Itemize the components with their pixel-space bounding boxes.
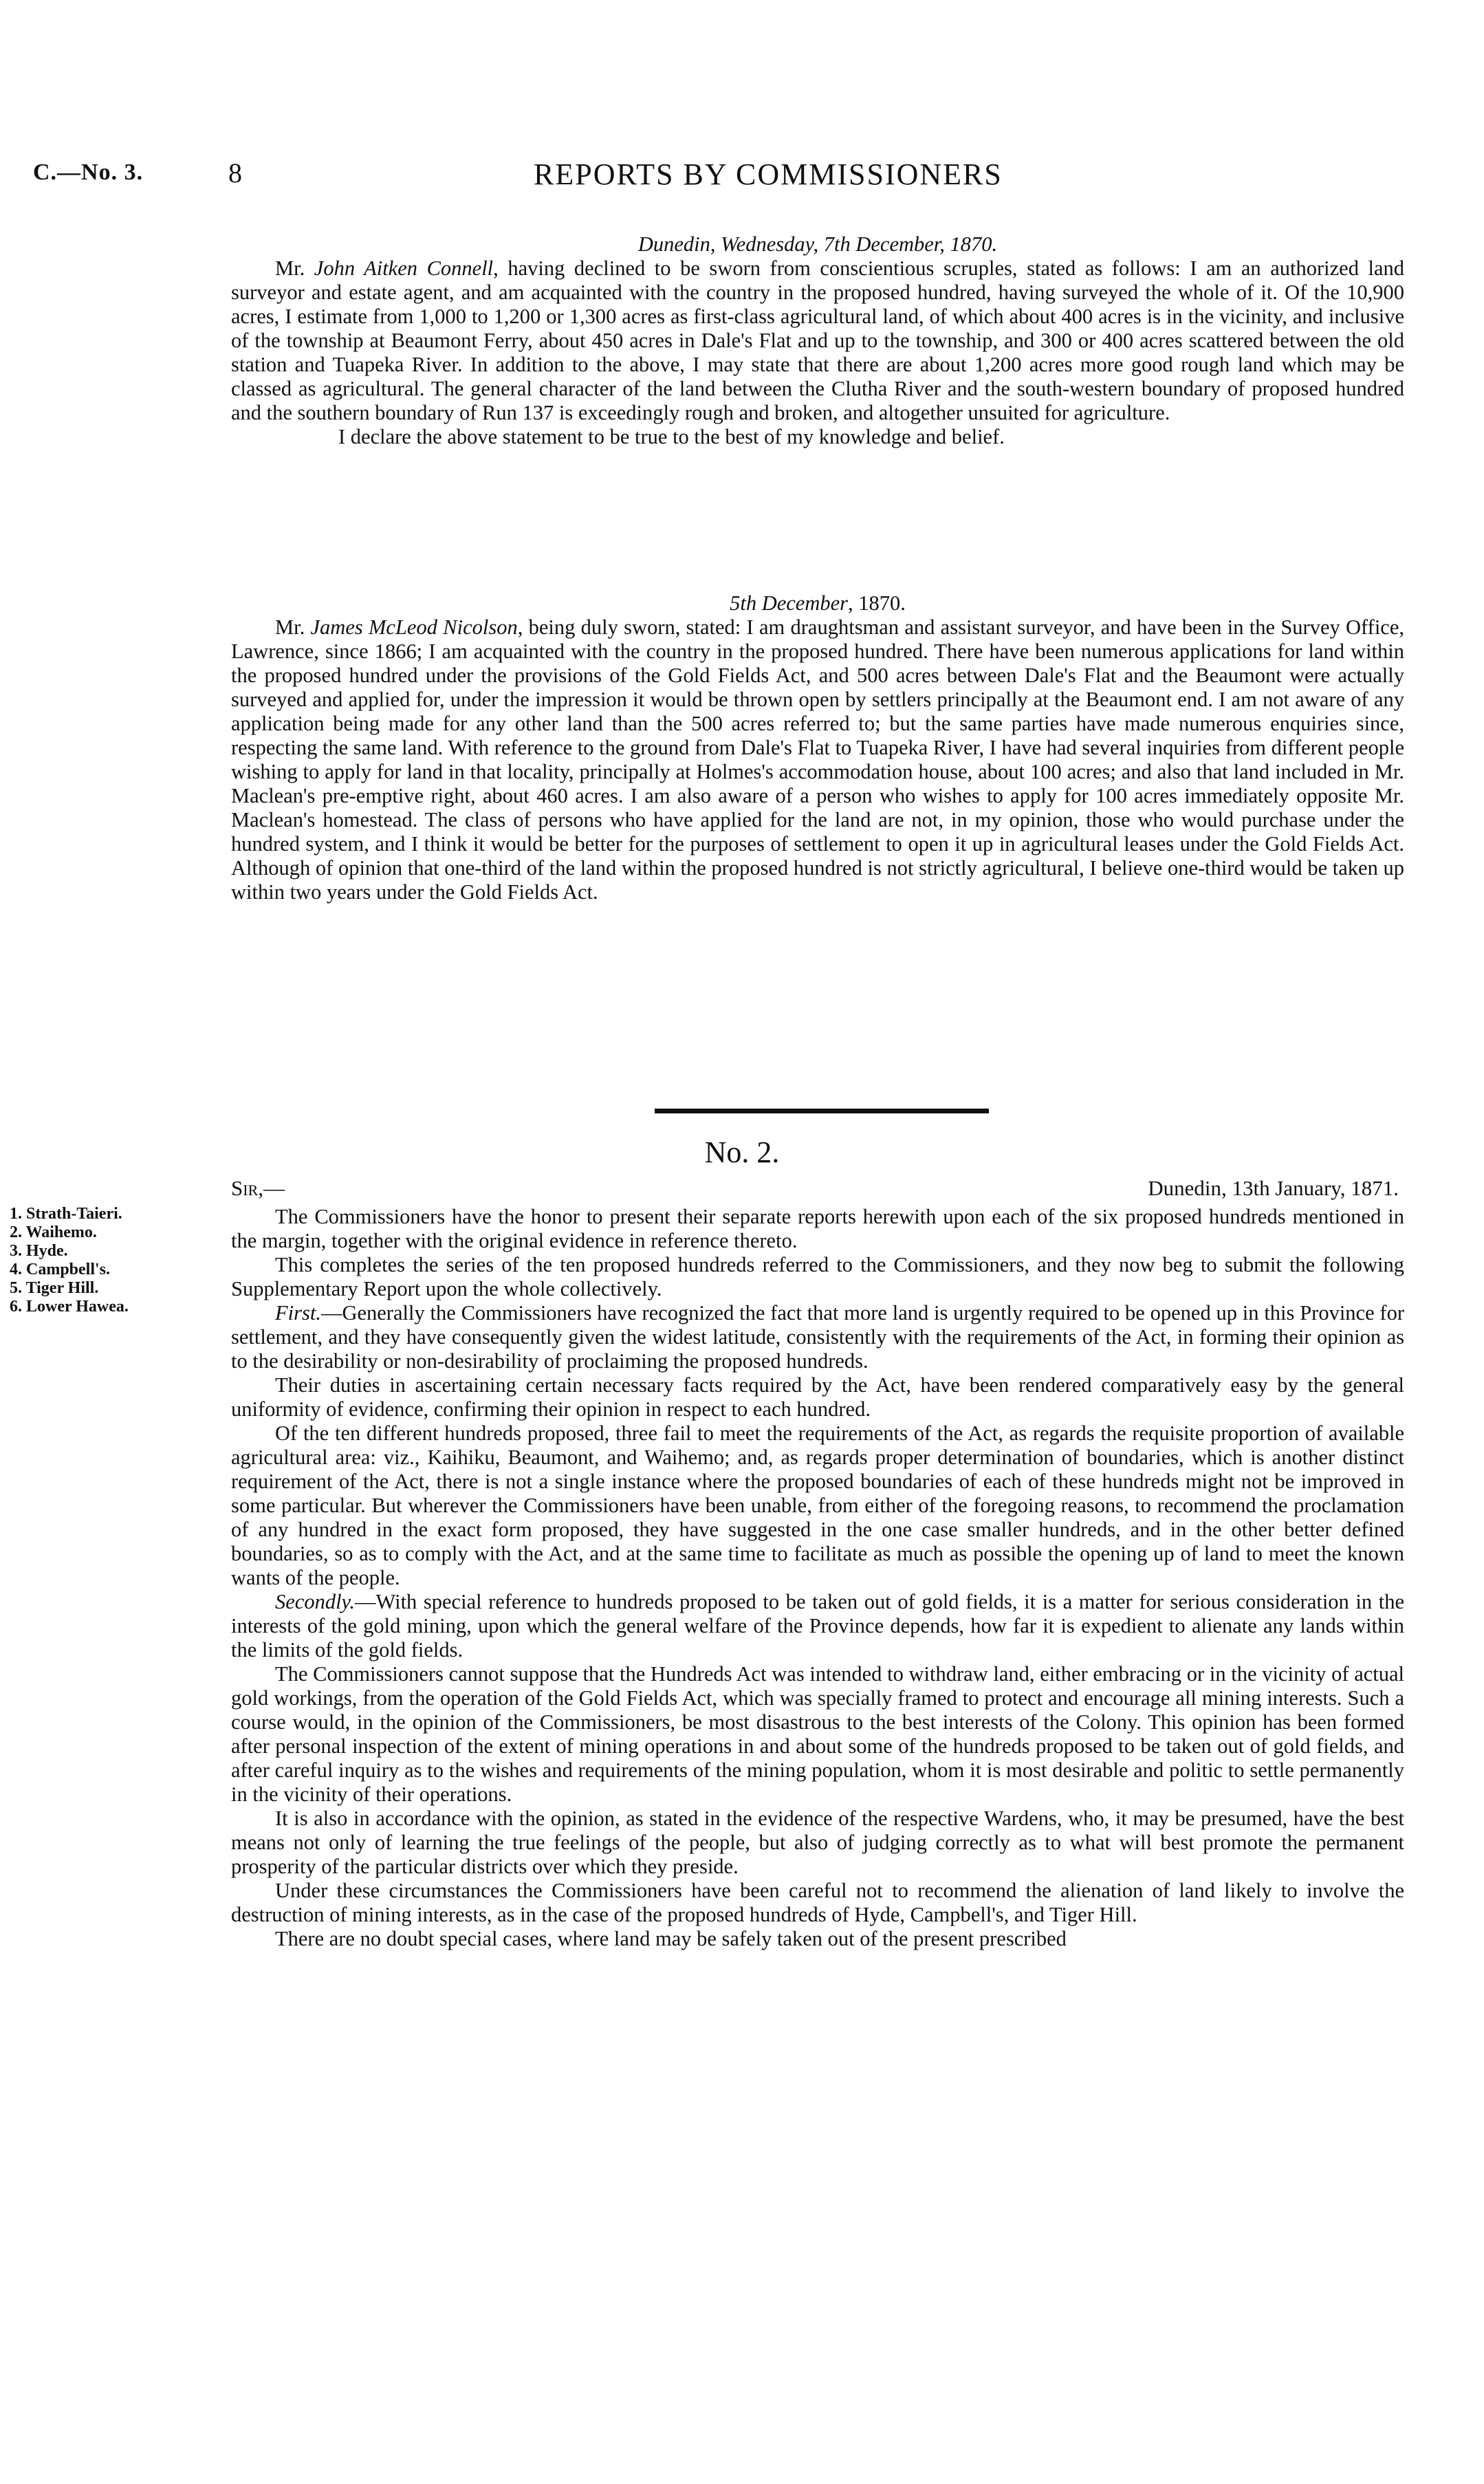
margin-item: 1. Strath-Taieri.: [10, 1205, 122, 1223]
dateline-5th-december: [231, 591, 1404, 615]
testimony-nicolson: [231, 591, 1404, 904]
paragraph-text: —With special reference to hundreds proposed to be taken out of gold fields, it is a matter for serious consideration in the interests of the gold mining, upon which the general welfare of the Province depends, how far it is expedient to alienate any lands within the limits of the gold fields.: [231, 1590, 1404, 1662]
dateline-plain: , 1870.: [848, 591, 906, 615]
margin-item: 5. Tiger Hill.: [10, 1279, 99, 1297]
declaration: I declare the above statement to be true to the best of my knowledge and belief.: [338, 425, 1005, 448]
document-code: C.—No. 3.: [33, 160, 144, 185]
section-divider: [655, 1109, 989, 1113]
salutation: Sir,—: [231, 1176, 285, 1200]
margin-item: 3. Hyde.: [10, 1242, 68, 1260]
dateline-italic: 5th December: [730, 591, 849, 615]
margin-item: 4. Campbell's.: [10, 1261, 111, 1278]
dateline-7th-december: Dunedin, Wednesday, 7th December, 1870.: [637, 232, 998, 256]
paragraph-label: Secondly.: [275, 1590, 356, 1613]
section-heading-no2: No. 2.: [704, 1135, 780, 1169]
letter-date: Dunedin, 13th January, 1871.: [1148, 1176, 1399, 1200]
margin-item: 6. Lower Hawea.: [10, 1298, 129, 1316]
margin-hundreds-list: [10, 1205, 237, 1316]
witness-prefix: Mr.: [275, 257, 314, 280]
testimony-paragraph: [231, 257, 1404, 425]
witness-name: John Aitken Connell: [314, 257, 494, 280]
report-paragraph: The Commissioners have the honor to present their separate reports herewith upon each of the six proposed hundreds mentioned in the margin, together with the original evidence in reference thereto.: [231, 1205, 1404, 1252]
report-paragraph: It is also in accordance with the opinion, as stated in the evidence of the respective Wardens, who, it may be presumed, have the best means not only of learning the true feelings of the people, but also of judging correctly as to what will best promote the permanent prosperity of the particular districts over which they preside.: [231, 1807, 1404, 1878]
report-paragraph: [231, 1590, 1404, 1662]
paragraph-label: First.: [275, 1301, 321, 1325]
witness-name: James McLeod Nicolson: [310, 615, 518, 639]
report-paragraph: This completes the series of the ten proposed hundreds referred to the Commissioners, and they now beg to submit the following Supplementary Report upon the whole collectively.: [231, 1253, 1404, 1300]
report-body: [231, 1205, 1404, 1951]
testimony-text: , being duly sworn, stated: I am draughtsman and assistant surveyor, and have been in the Survey Office, Lawrence, since 1866; I am acquainted with the country in the proposed hundred. There have been numerous applications for land within the proposed hundred under the provisions of the Gold Fields Act, and 500 acres between Dale's Flat and the Beaumont were actually surveyed and applied for, under the impression it would be thrown open by settlers principally at the Beaumont end. I am not aware of any application being made for any other land than the 500 acres referred to; but the same parties have made numerous enquiries since, respecting the same land. With reference to the ground from Dale's Flat to Tuapeka River, I have had several inquiries from different people wishing to apply for land in that locality, principally at Holmes's accommodation house, about 100 acres; and also that land included in Mr. Maclean's pre-emptive right, about 460 acres. I am also aware of a person who wishes to apply for 100 acres immediately opposite Mr. Maclean's homestead. The class of persons who have applied for the land are not, in my opinion, those who would purchase under the hundred system, and I think it would be better for the purposes of settlement to open it up in agricultural leases under the Gold Fields Act. Although of opinion that one-third of the land within the proposed hundred is not strictly agricultural, I believe one-third would be taken up within two years under the Gold Fields Act.: [231, 615, 1404, 904]
paragraph-text: —Generally the Commissioners have recognized the fact that more land is urgently required to be opened up in this Province for settlement, and they have consequently given the widest latitude, consistently with the requirements of the Act, in forming their opinion as to the desirability or non-desirability of proclaiming the proposed hundreds.: [231, 1301, 1404, 1373]
report-paragraph: Under these circumstances the Commissioners have been careful not to recommend the alienation of land likely to involve the destruction of mining interests, as in the case of the proposed hundreds of Hyde, Campbell's, and Tiger Hill.: [231, 1879, 1404, 1926]
report-paragraph: The Commissioners cannot suppose that the Hundreds Act was intended to withdraw land, either embracing or in the vicinity of actual gold workings, from the operation of the Gold Fields Act, which was specially framed to protect and encourage all mining interests. Such a course would, in the opinion of the Commissioners, be most disastrous to the best interests of the Colony. This opinion has been formed after personal inspection of the extent of mining operations in and about some of the hundreds proposed to be taken out of gold fields, and after careful inquiry as to the wishes and requirements of the mining population, whom it is most desirable and politic to settle permanently in the vicinity of their operations.: [231, 1662, 1404, 1806]
report-paragraph: [231, 1301, 1404, 1373]
testimony-text: , having declined to be sworn from conscientious scruples, stated as follows: I am an authorized land surveyor and estate agent, and am acquainted with the country in the proposed hundred, having surveyed the whole of it. Of the 10,900 acres, I estimate from 1,000 to 1,200 or 1,300 acres as first-class agricultural land, of which about 400 acres is in the vicinity, and inclusive of the township at Beaumont Ferry, about 450 acres in Dale's Flat and up to the township, and 300 or 400 acres scattered between the old station and Tuapeka River. In addition to the above, I may state that there are about 1,200 acres more good rough land which may be classed as agricultural. The general character of the land between the Clutha River and the south-western boundary of proposed hundred and the southern boundary of Run 137 is exceedingly rough and broken, and altogether unsuited for agriculture.: [231, 257, 1405, 424]
witness-prefix: Mr.: [275, 615, 311, 639]
report-paragraph: Of the ten different hundreds proposed, three fail to meet the requirements of the Act, as regards the requisite proportion of available agricultural area: viz., Kaihiku, Beaumont, and Waihemo; and, as regards proper determination of boundaries, which is another distinct requirement of the Act, there is not a single instance where the proposed boundaries of each of these hundreds might not be improved in some particular. But wherever the Commissioners have been unable, from either of the foregoing reasons, to recommend the proclamation of any hundred in the exact form proposed, they have suggested in the one case smaller hundreds, and in the other better defined boundaries, so as to comply with the Act, and at the same time to facilitate as much as possible the opening up of land to meet the known wants of the people.: [231, 1421, 1404, 1589]
testimony-paragraph: [231, 615, 1404, 904]
report-paragraph: Their duties in ascertaining certain necessary facts required by the Act, have been rendered comparatively easy by the general uniformity of evidence, confirming their opinion in respect to each hundred.: [231, 1373, 1404, 1421]
page-number: 8: [228, 157, 242, 188]
margin-item: 2. Waihemo.: [10, 1223, 97, 1241]
report-paragraph: There are no doubt special cases, where land may be safely taken out of the present prescribed: [275, 1927, 1067, 1950]
page-title: REPORTS BY COMMISSIONERS: [534, 157, 1003, 191]
testimony-connell: [231, 232, 1404, 449]
